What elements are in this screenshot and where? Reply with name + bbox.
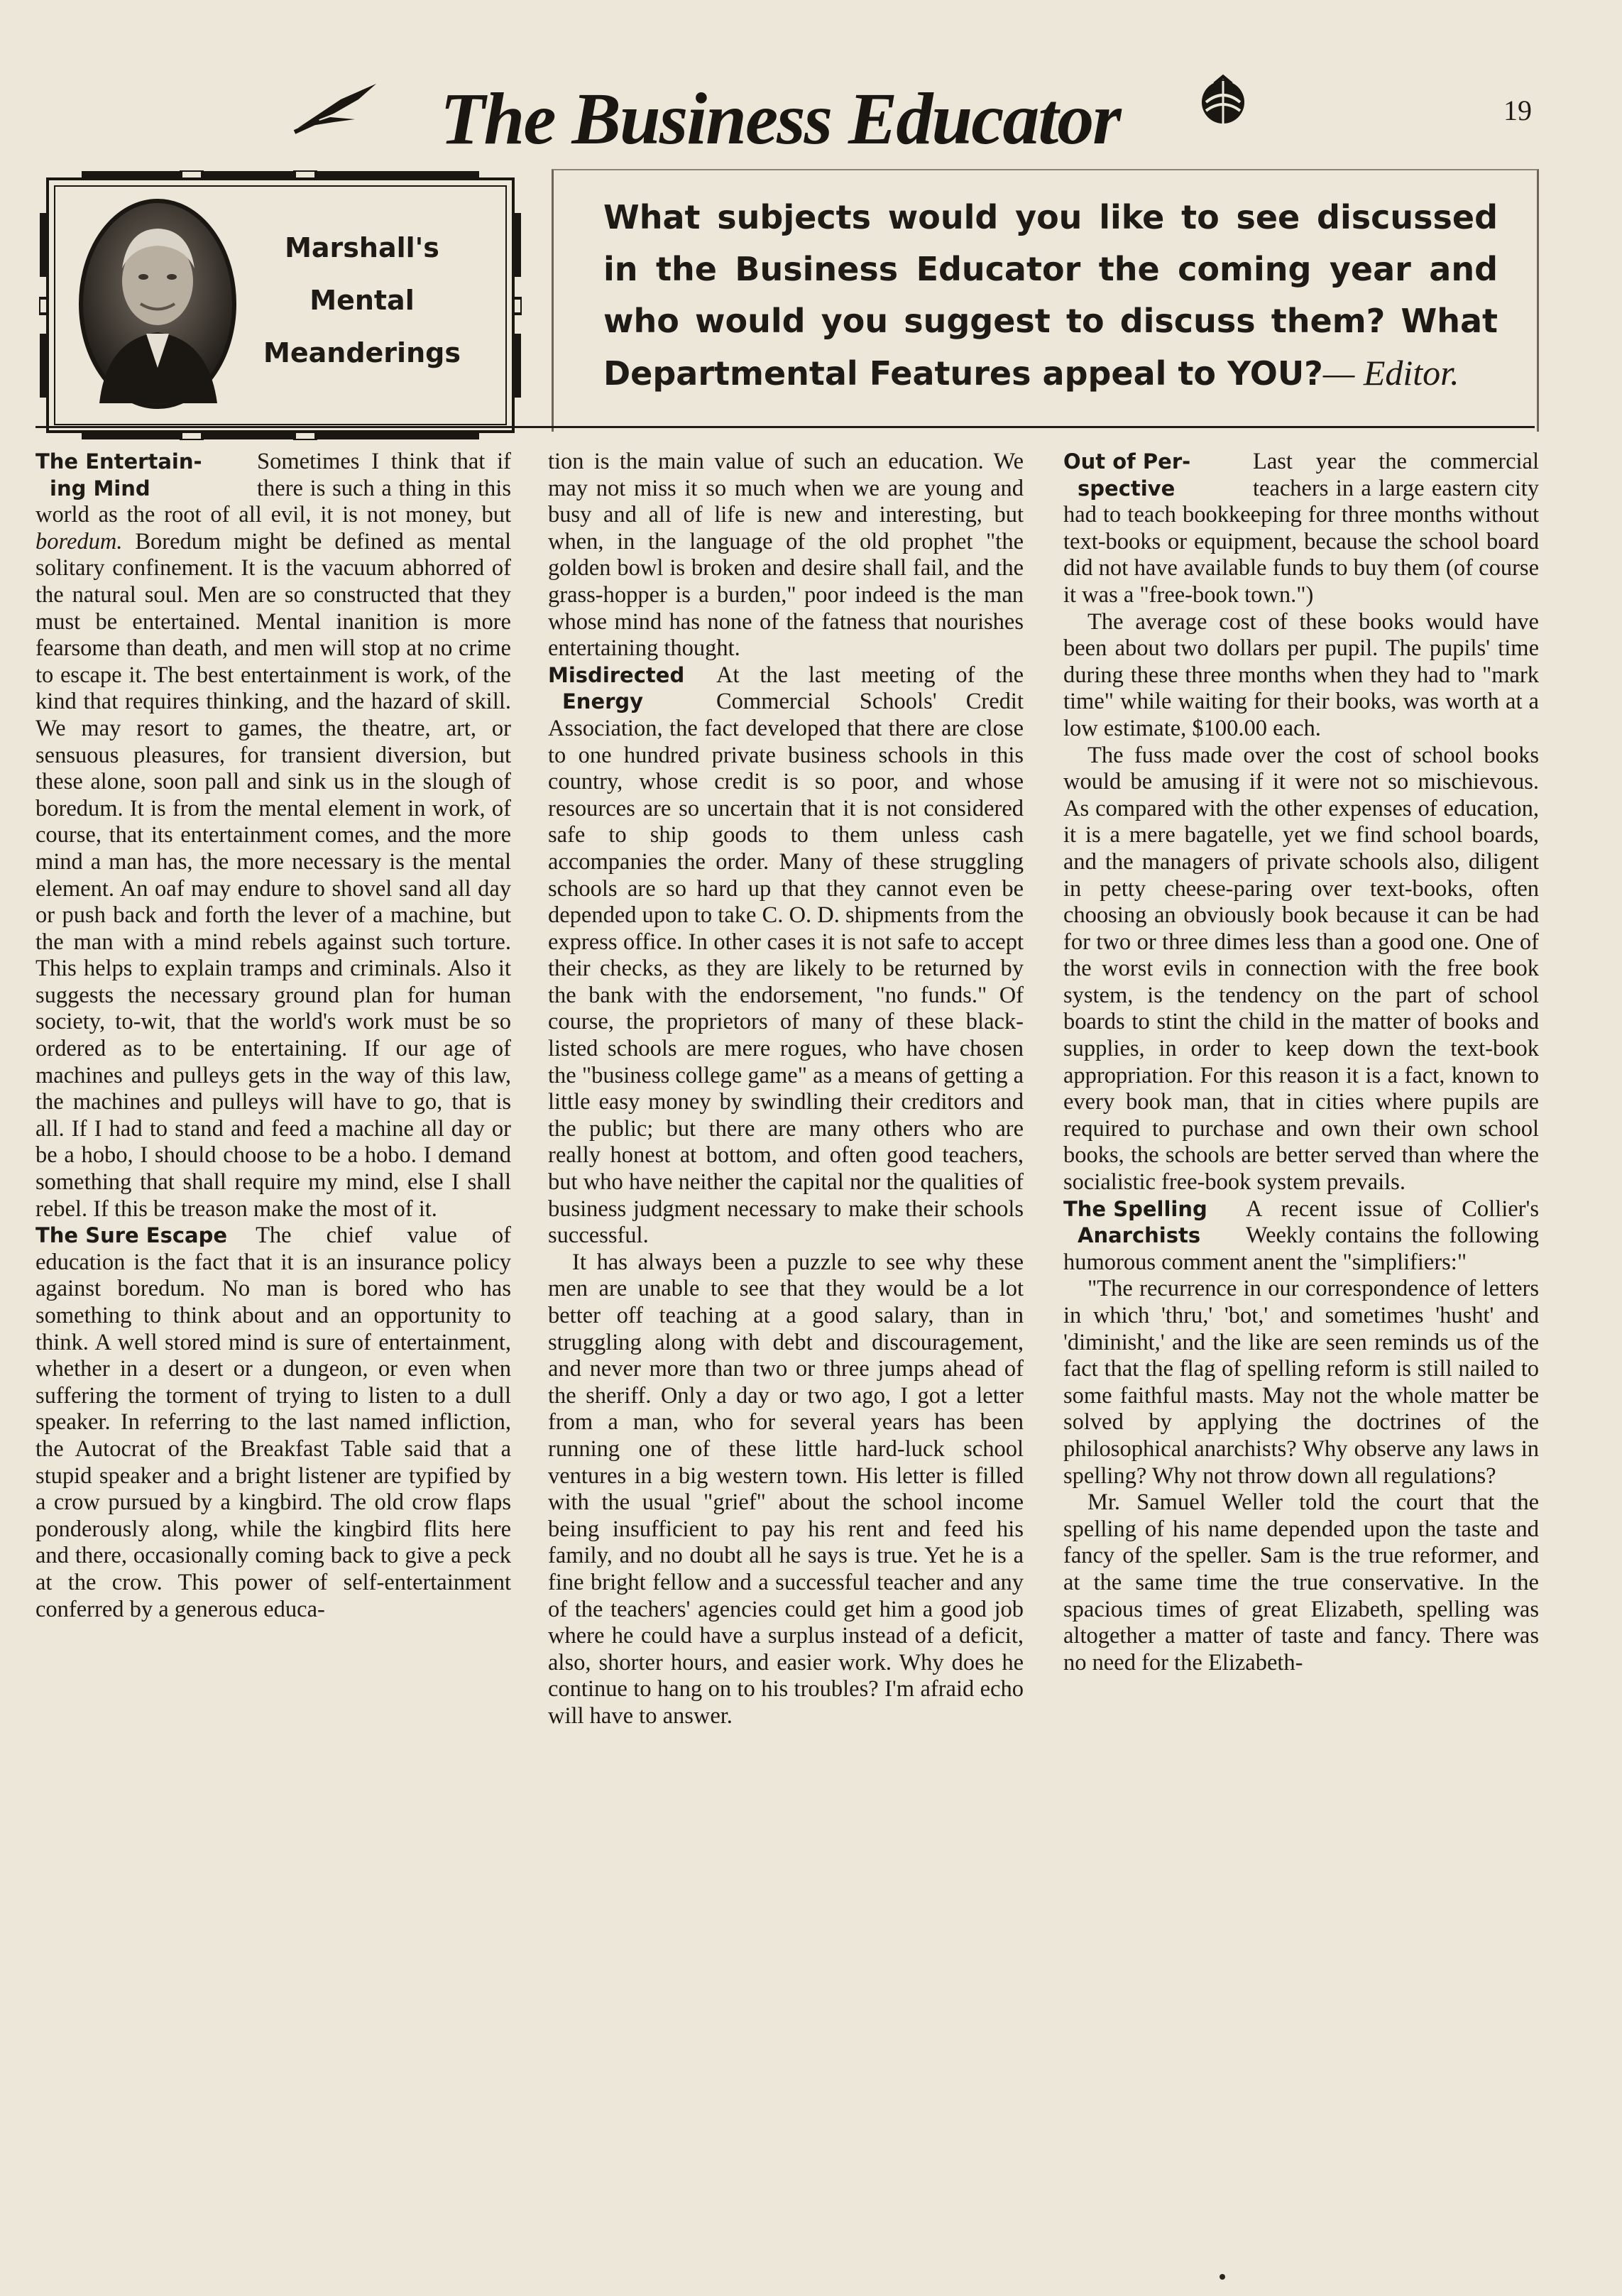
paragraph-text: Last year the commercial teachers in a large eastern city had to teach bookkeeping for three months without text-books or equipment, because the school board did not have available funds to buy them (of course it was a "free-book town.") — [1063, 449, 1539, 608]
paragraph: "The recurrence in our correspondence of letters in which 'thru,' 'bot,' and sometimes 'husht' and 'diminisht,' and the like are seen reminds us of the fact that the flag of spelling reform is still nailed to some faithful masts. May not the whole matter be solved by applying the doctrines of the philosophical anarchists? Why observe any laws in spelling? Why not throw down all regulations? — [1063, 1276, 1539, 1489]
feature-title-box — [39, 170, 522, 440]
paragraph-text: Sometimes I think that if there is such a thing in this world as the root of all evil, it is not money, but — [35, 449, 511, 528]
side-heading-line: The Spelling — [1063, 1196, 1207, 1221]
article-column-2 — [548, 449, 1024, 1730]
article-column-3 — [1063, 449, 1539, 1676]
editorial-signature: — Editor. — [1322, 353, 1459, 393]
side-heading-line: Anarchists — [1078, 1223, 1201, 1248]
side-heading-line: The Sure Escape — [35, 1223, 228, 1248]
side-heading-line: The Entertain- — [35, 449, 202, 474]
paragraph: Mr. Samuel Weller told the court that the spelling of his name depended upon the taste and fancy of the speller. Sam is the true reformer, and at the same time the true conservative. In the spacious times of great Elizabeth, spelling was altogether a matter of taste and fancy. There was no need for the Elizabeth- — [1063, 1489, 1539, 1675]
feature-title-line: Meanderings — [263, 337, 461, 368]
paragraph-text: Boredum might be defined as mental solitary confinement. It is the vacuum abhorred of the natural soul. Men are so constructed that they must be entertained. Mental inanition is more fearsome than death, and men will stop at no crime to escape it. The best entertainment is work, of the kind that requires thinking, and the hazard of skill. We may resort to games, the theatre, art, or sensuous pleasures, for transient diversion, but these alone, soon pall and sink us in the slough of boredum. It is from the mental element in work, of course, that its entertainment comes, and the more mind a man has, the more necessary is the mental element. An oaf may endure to shovel sand all day or push back and forth the lever of a machine, but the man with a mind rebels against such torture. This helps to explain tramps and criminals. Also it suggests the necessary ground plan for human society, to-wit, that the world's work must be so ordered as to be entertaining. If our age of machines and pulleys gets in the way of this law, the machines and pulleys will have to go, that is all. If I had to stand and feed a machine all day or be a hobo, I should choose to be a hobo. I demand something that shall require my mind, else I shall rebel. If this be treason make the most of it. — [35, 528, 511, 1222]
paragraph: tion is the main value of such an education. We may not miss it so much when we are young and busy and all of life is new and interesting, but when, in the language of the old prophet "the golden bowl is broken and desire shall fail, and the grass-hopper is a burden," poor indeed is the man whose mind has none of the fatness that nourishes entertaining thought. — [548, 449, 1024, 662]
paragraph — [1063, 449, 1539, 609]
paragraph-text: The chief value of education is the fact that it is an insurance policy against boredum. No man is bored who has something to think about and an opportunity to think. A well stored mind is sure of entertainment, whether in a desert or a dungeon, or even when suffering the torment of trying to listen to a dull speaker. In referring to the last named infliction, the Autocrat of the Breakfast Table said that a stupid speaker and a bright listener are typified by a crow pursued by a kingbird. The old crow flaps ponderously along, while the kingbird flits here and there, occasionally coming back to give a peck at the crow. This power of self-entertainment conferred by a generous educa- — [35, 1223, 511, 1622]
editorial-question-text: What subjects would you like to see discussed in the Business Educator the coming year and who would you suggest to discuss them? What Departmental Features appeal to YOU? — [603, 198, 1498, 393]
ornament-emblem-icon — [1195, 74, 1251, 133]
paragraph — [1063, 1196, 1539, 1277]
print-speck — [1220, 2274, 1225, 2280]
side-heading — [35, 1223, 227, 1250]
masthead — [0, 64, 1622, 163]
paragraph: The average cost of these books would have been about two dollars per pupil. The pupils' time during these three months when they had to "mark time" while waiting for their books, was worth at a low estimate, $100.00 each. — [1063, 608, 1539, 741]
feature-title-line: Marshall's — [285, 232, 439, 263]
paragraph-text: A recent issue of Collier's Weekly contains the following humorous comment anent the "simplifiers:" — [1063, 1196, 1539, 1275]
side-heading — [1063, 449, 1244, 502]
section-divider — [35, 426, 1535, 428]
side-heading — [1063, 1196, 1237, 1250]
editorial-question-box — [552, 169, 1539, 432]
side-heading-line: Misdirected — [548, 662, 685, 687]
side-heading-line: Energy — [562, 689, 644, 714]
feature-title — [252, 222, 472, 379]
paragraph — [35, 1223, 511, 1623]
feature-title-line: Mental — [309, 285, 415, 316]
emphasis-text: boredum. — [35, 528, 123, 554]
masthead-title: The Business Educator — [440, 78, 1120, 160]
article-column-1 — [35, 449, 511, 1623]
side-heading-line: spective — [1078, 476, 1176, 501]
paragraph — [548, 662, 1024, 1250]
side-heading-line: ing Mind — [50, 476, 150, 501]
paragraph — [35, 449, 511, 1223]
paragraph: The fuss made over the cost of school books would be amusing if it were not so mischievous. As compared with the other expenses of education, it is a mere bagatelle, yet we find school boards, and the managers of private schools also, diligent in petty cheese-paring over text-books, often choosing an obviously book because it can be had for two or three dimes less than a good one. One of the worst evils in connection with the free book system, is the tendency on the part of school boards to stint the child in the matter of books and supplies, in order to keep down the text-book appropriation. For this reason it is a fact, known to every book man, that in cities where pupils are required to purchase and own their own school books, the schools are better served than where the socialistic free-book system prevails. — [1063, 742, 1539, 1196]
side-heading — [35, 449, 248, 502]
editorial-question — [603, 192, 1498, 400]
paragraph: It has always been a puzzle to see why these men are unable to see that they would be a lot better off teaching at a good salary, than in struggling along with debt and discouragement, and never more than two or three jumps ahead of the sheriff. Only a day or two ago, I got a letter from a man, who for several years has been running one of these little hard-luck school ventures in a big western town. His letter is filled with the usual "grief" about the school income being insufficient to pay his rent and feed his family, and no doubt all he says is true. Yet he is a fine bright fellow and a successful teacher and any of the teachers' agencies could get him a good job where he could have a surplus instead of a deficit, also, shorter hours, and easier work. Why does he continue to hang on to his troubles? I'm afraid echo will have to answer. — [548, 1249, 1024, 1729]
page-number: 19 — [1503, 94, 1532, 126]
side-heading-line: Out of Per- — [1063, 449, 1191, 474]
quill-pen-icon — [291, 78, 383, 138]
side-heading — [548, 662, 708, 716]
author-portrait-photo — [78, 197, 238, 410]
paragraph-text: At the last meeting of the Commercial Schools' Credit Association, the fact developed that there are close to one hundred private business schools in this country, whose credit is so poor, and whose resources are so uncertain that it is not considered safe to ship goods to them unless cash accompanies the order. Many of these struggling schools are so hard up that they cannot even be depended upon to take C. O. D. shipments from the express office. In other cases it is not safe to accept their checks, as they are likely to be returned by the bank with the endorsement, "no funds." Of course, the proprietors of many of these black-listed schools are mere rogues, who have chosen the "business college game" as a means of getting a little easy money by swindling their creditors and the public; but there are many others who are really honest at bottom, and often good teachers, but who have neither the capital nor the qualities of business judgment necessary to make their schools successful. — [548, 662, 1024, 1249]
